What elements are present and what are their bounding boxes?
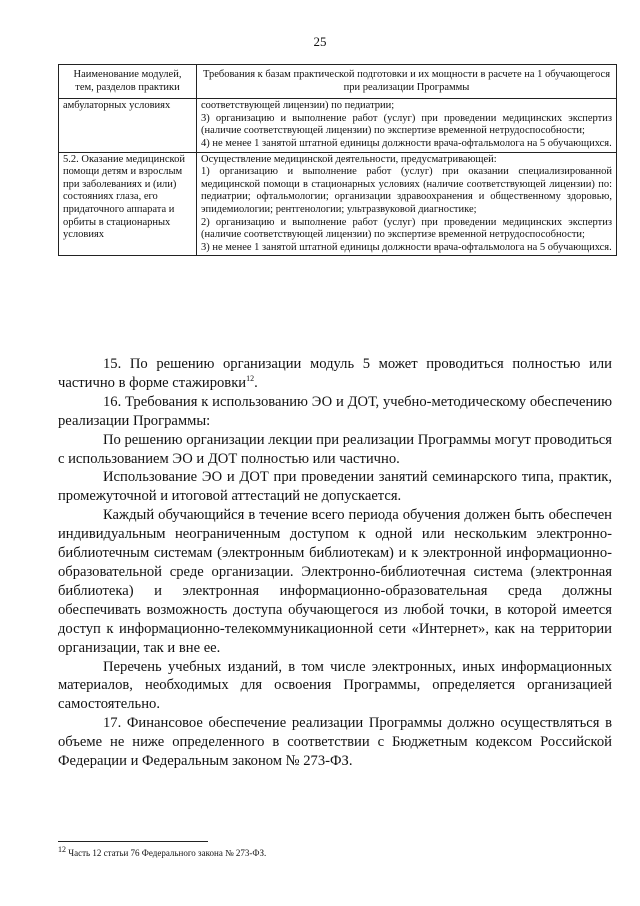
footnote — [58, 845, 267, 858]
requirements-cell — [197, 99, 617, 152]
footnote-mark: 12 — [58, 845, 66, 854]
requirement-line: 4) не менее 1 занятой штатной единицы должности врача-офтальмолога на 5 обучающихся. — [201, 137, 612, 149]
footnote-ref[interactable]: 12 — [246, 374, 255, 384]
requirement-line: 3) организацию и выполнение работ (услуг) при проведении медицинских экспертиз (наличие соответствующей лицензии) по экспертизе временной нетрудоспособности; — [201, 112, 612, 137]
footnote-text: Часть 12 статьи 76 Федерального закона № 273-ФЗ. — [66, 848, 267, 858]
paragraph-text: . — [254, 374, 258, 391]
requirements-table — [58, 64, 617, 256]
paragraph-text: 15. По решению организации модуль 5 может проводиться полностью или частично в форме стажировки — [58, 356, 612, 391]
table-header-row — [59, 65, 617, 99]
footnote-divider — [58, 841, 208, 842]
paragraph-15 — [58, 355, 612, 393]
paragraph-16c: Каждый обучающийся в течение всего периода обучения должен быть обеспечен индивидуальным неограниченным доступом к одной или нескольким электронно-библиотечным системам (электронным библиотекам) и к электронной информационно-образовательной среде организации. Электронно-библиотечная система (электронная библиотека) и электронная информационно-образовательная среда должны обеспечивать возможность доступа обучающегося из любой точки, в которой имеется доступ к информационно-телекоммуникационной сети «Интернет», как на территории организации, так и вне ее. — [58, 507, 612, 656]
requirement-line: Осуществление медицинской деятельности, предусматривающей: — [201, 153, 497, 165]
requirement-line: 3) не менее 1 занятой штатной единицы должности врача-офтальмолога на 5 обучающихся. — [201, 241, 612, 253]
paragraph-16d: Перечень учебных изданий, в том числе электронных, иных информационных материалов, необходимых для освоения Программы, определяется организацией самостоятельно. — [58, 658, 612, 713]
requirement-line: 2) организацию и выполнение работ (услуг) при проведении медицинских экспертиз (наличие соответствующей лицензии) по экспертизе временной нетрудоспособности; — [201, 216, 612, 241]
paragraph-17: 17. Финансовое обеспечение реализации Программы должно осуществляться в объеме не ниже определенного в соответствии с Бюджетным кодексом Российской Федерации и Федеральным законом № 273-ФЗ. — [58, 715, 612, 770]
table-row — [59, 99, 617, 152]
requirement-line: соответствующей лицензии) по педиатрии; — [201, 100, 395, 112]
module-cell: амбулаторных условиях — [59, 99, 197, 152]
page-number: 25 — [313, 34, 327, 49]
requirements-cell — [197, 152, 617, 256]
paragraph-16: 16. Требования к использованию ЭО и ДОТ, учебно-методическому обеспечению реализации Программы: — [58, 393, 612, 429]
body-text — [58, 355, 612, 771]
paragraph-16b: Использование ЭО и ДОТ при проведении занятий семинарского типа, практик, промежуточной и итоговой аттестаций не допускается. — [58, 469, 612, 505]
module-cell: 5.2. Оказание медицинской помощи детям и взрослым при заболеваниях и (или) состояниях глаза, его придаточного аппарата и орбиты в стационарных условиях — [59, 152, 197, 256]
header-requirements: Требования к базам практической подготовки и их мощности в расчете на 1 обучающегося при реализации Программы — [197, 65, 617, 99]
requirement-line: 1) организацию и выполнение работ (услуг) при оказании специализированной медицинской помощи в стационарных условиях (наличие соответствующей лицензии) по: педиатрии; офтальмологии; организации здравоохранения и общественному здоровью, эпидемиологии; рентгенологии; ультразвуковой диагностике; — [201, 166, 612, 215]
paragraph-16a: По решению организации лекции при реализации Программы могут проводиться с использованием ЭО и ДОТ полностью или частично. — [58, 431, 612, 467]
header-module: Наименование модулей, тем, разделов практики — [59, 65, 197, 99]
table-row — [59, 152, 617, 256]
